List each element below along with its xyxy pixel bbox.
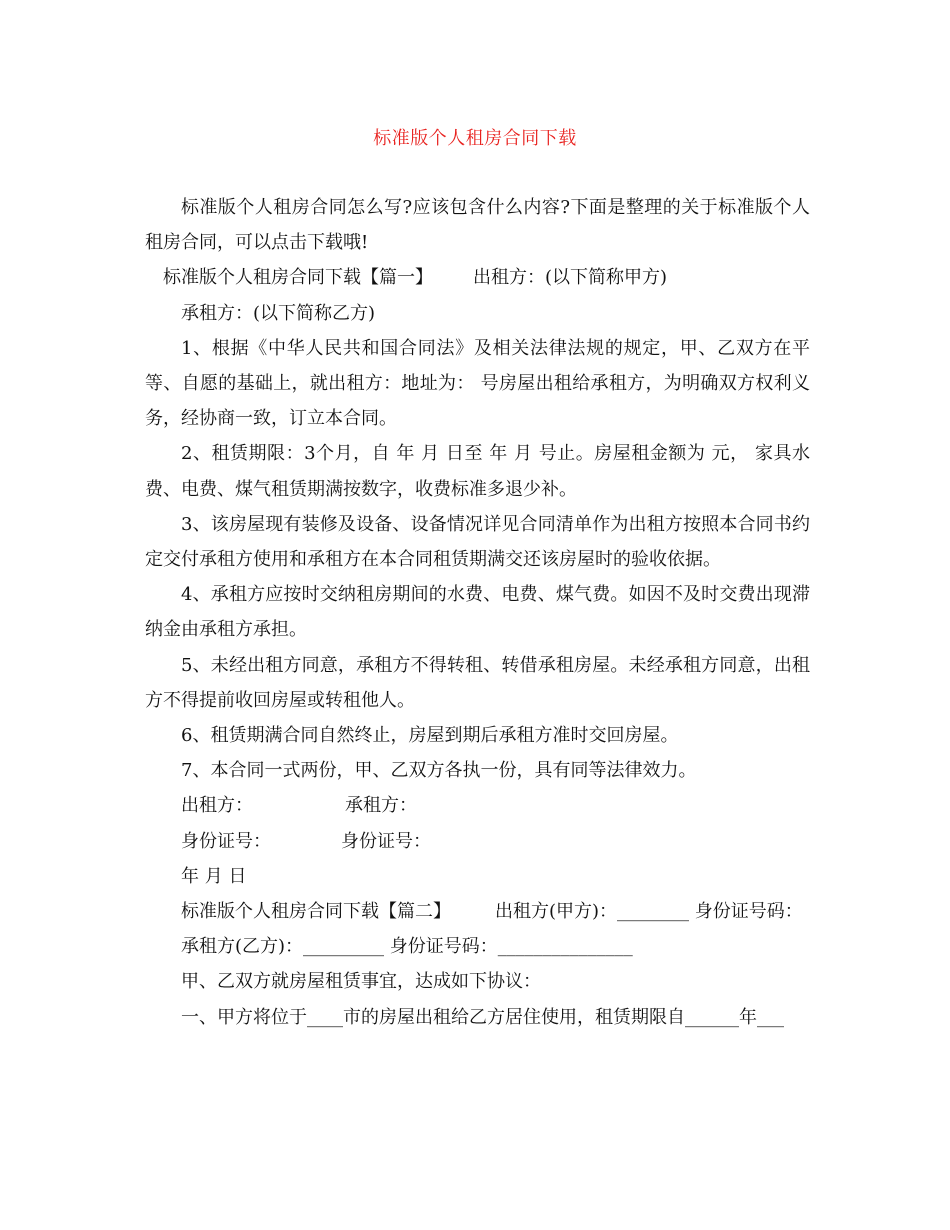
sign-lessee: 承租方： [345, 795, 417, 817]
id-lessor: 身份证号： [181, 830, 271, 852]
document-title: 标准版个人租房合同下载 [373, 128, 577, 149]
document-body [145, 190, 810, 1035]
section2-heading: 标准版个人租房合同下载【篇二】 [181, 901, 451, 923]
signature-line [145, 788, 810, 823]
clause-4: 4、承租方应按时交纳租房期间的水费、电费、煤气费。如因不及时交费出现滞纳金由承租方承担。 [145, 584, 810, 641]
section1-heading-line [145, 260, 810, 295]
agreement-line: 甲、乙双方就房屋租赁事宜，达成如下协议： [181, 971, 541, 993]
section2-heading-line [145, 894, 810, 929]
date-line: 年 月 日 [181, 865, 247, 887]
clause-7: 7、本合同一式两份，甲、乙双方各执一份，具有同等法律效力。 [181, 760, 697, 782]
clause-2: 2、租赁期限：3个月，自 年 月 日至 年 月 号止。房屋租金额为 元， 家具水费、电费、煤气租赁期满按数字，收费标准多退少补。 [145, 443, 810, 500]
section1-heading: 标准版个人租房合同下载【篇一】 [163, 267, 433, 289]
section2-lessor: 出租方(甲方)：________ 身份证号码： [495, 901, 803, 923]
id-lessee: 身份证号： [341, 830, 431, 852]
lessee-label: 承租方：(以下简称乙方) [181, 302, 376, 324]
article-1: 一、甲方将位于____市的房屋出租给乙方居住使用，租赁期限自______年___ [181, 1006, 784, 1028]
id-line [145, 824, 810, 859]
clause-1: 1、根据《中华人民共和国合同法》及相关法律法规的规定，甲、乙双方在平等、自愿的基础上，就出租方：地址为： 号房屋出租给承租方，为明确双方权利义务，经协商一致，订立本合同。 [145, 337, 810, 430]
intro-paragraph: 标准版个人租房合同怎么写?应该包含什么内容?下面是整理的关于标准版个人租房合同，可以点击下载哦! [145, 197, 810, 254]
clause-6: 6、租赁期满合同自然终止，房屋到期后承租方准时交回房屋。 [181, 725, 679, 747]
clause-5: 5、未经出租方同意，承租方不得转租、转借承租房屋。未经承租方同意，出租方不得提前收回房屋或转租他人。 [145, 654, 810, 711]
sign-lessor: 出租方： [181, 795, 253, 817]
section2-lessee: 承租方(乙方)：_________ 身份证号码：_______________ [181, 936, 633, 958]
lessor-label: 出租方：(以下简称甲方) [473, 267, 668, 289]
clause-3: 3、该房屋现有装修及设备、设备情况详见合同清单作为出租方按照本合同书约定交付承租方使用和承租方在本合同租赁期满交还该房屋时的验收依据。 [145, 513, 810, 571]
